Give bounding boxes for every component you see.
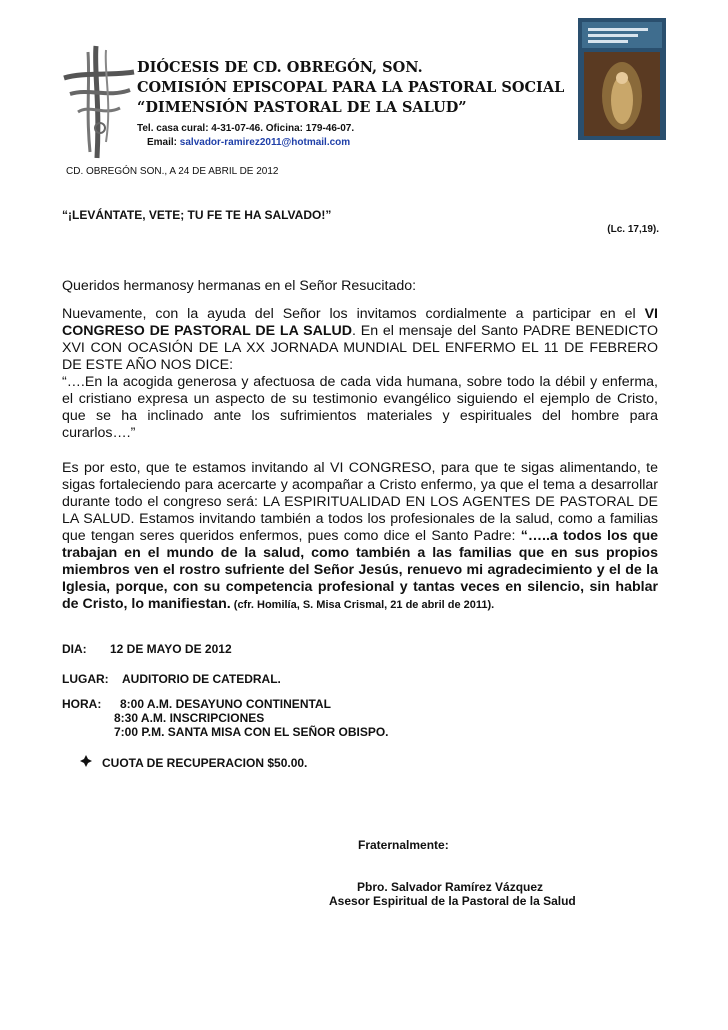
invitation-text: Nuevamente, con la ayuda del Señor los invitamos cordialmente a participar en el	[62, 306, 645, 322]
homily-citation: (cfr. Homilía, S. Misa Crismal, 21 de abril de 2011).	[230, 599, 495, 611]
diocese-cross-logo	[60, 42, 138, 160]
date-value: 12 DE MAYO DE 2012	[110, 642, 232, 656]
bible-reference: (Lc. 17,19).	[607, 224, 659, 235]
event-place	[62, 672, 281, 686]
event-schedule	[62, 697, 389, 739]
theme-text: Es por esto, que te estamos invitando al VI CONGRESO, para que te sigas alimentando, te sigas fortaleciendo para acercarte y acompañar a Cristo enfermo, ya que el tema a desarrollar durante todo el congreso será: LA ESPIRITUALIDAD EN LOS AGENTES DE PASTORAL DE LA SALUD. Estamos invitando también a todos los profesionales de la salud, como a familias que tengan seres queridos enfermos, pues como dice el Santo Padre:	[62, 460, 658, 544]
dimension-name: “DIMENSIÓN PASTORAL DE LA SALUD”	[137, 99, 467, 116]
commission-name: COMISIÓN EPISCOPAL PARA LA PASTORAL SOCIAL	[137, 79, 565, 96]
place-value: AUDITORIO DE CATEDRAL.	[122, 672, 281, 686]
paragraph-theme	[62, 460, 658, 614]
diamond-bullet-icon	[80, 755, 102, 770]
fee-text: CUOTA DE RECUPERACION $50.00.	[102, 756, 308, 770]
date-label: DIA:	[62, 642, 87, 656]
pope-quote: “….En la acogida generosa y afectuosa de cada vida humana, sobre todo la débil y enferma, el cristiano expresa un aspecto de su testimonio evangélico siguiendo el ejemplo de Cristo, que se ha inclinado ante los sufrimientos materiales y espirituales del hombre para curarlos….”	[62, 374, 658, 441]
schedule-item: 7:00 P.M. SANTA MISA CON EL SEÑOR OBISPO.	[114, 725, 389, 739]
fee-line	[80, 755, 307, 770]
farewell: Fraternalmente:	[358, 838, 449, 852]
date-line: CD. OBREGÓN SON., A 24 DE ABRIL DE 2012	[66, 166, 279, 177]
motto: “¡LEVÁNTATE, VETE; TU FE TE HA SALVADO!”	[62, 208, 332, 222]
letterhead	[137, 58, 564, 150]
signatory-name: Pbro. Salvador Ramírez Vázquez	[357, 880, 544, 894]
message-intro: . En el mensaje del Santo PADRE BENEDICTO XVI CON OCASIÓN DE LA XX JORNADA MUNDIAL DEL ENFERMO EL 11 DE FEBRERO DE ESTE AÑO NOS DICE:	[62, 323, 658, 373]
schedule-item: 8:00 A.M. DESAYUNO CONTINENTAL	[120, 697, 331, 711]
paragraph-invitation	[62, 306, 658, 442]
pastoral-book-cover-image	[578, 18, 666, 140]
greeting: Queridos hermanosy hermanas en el Señor Resucitado:	[62, 278, 417, 294]
diocese-name: DIÓCESIS DE CD. OBREGÓN, SON.	[137, 59, 423, 76]
schedule-label: HORA:	[62, 697, 102, 711]
congress-name: VI CONGRESO DE PASTORAL DE LA SALUD	[62, 306, 658, 339]
event-date	[62, 642, 232, 656]
signatory-title: Asesor Espiritual de la Pastoral de la Salud	[329, 894, 576, 908]
phone-numbers: Tel. casa cural: 4-31-07-46. Oficina: 179-46-07.	[137, 123, 355, 134]
email-label: Email:	[147, 137, 178, 148]
email-line	[137, 136, 564, 150]
homily-quote: “…..a todos los que trabajan en el mundo de la salud, como también a las familias que en sus propios miembros ven el rostro sufriente del Señor Jesús, renuevo mi agradecimiento y el de la Iglesia, porque, con su competencia profesional y tantas veces en silencio, sin hablar de Cristo, lo manifiestan.	[62, 528, 658, 612]
schedule-item: 8:30 A.M. INSCRIPCIONES	[114, 711, 265, 725]
email-address[interactable]: salvador-ramirez2011@hotmail.com	[179, 137, 351, 148]
place-label: LUGAR:	[62, 672, 109, 686]
